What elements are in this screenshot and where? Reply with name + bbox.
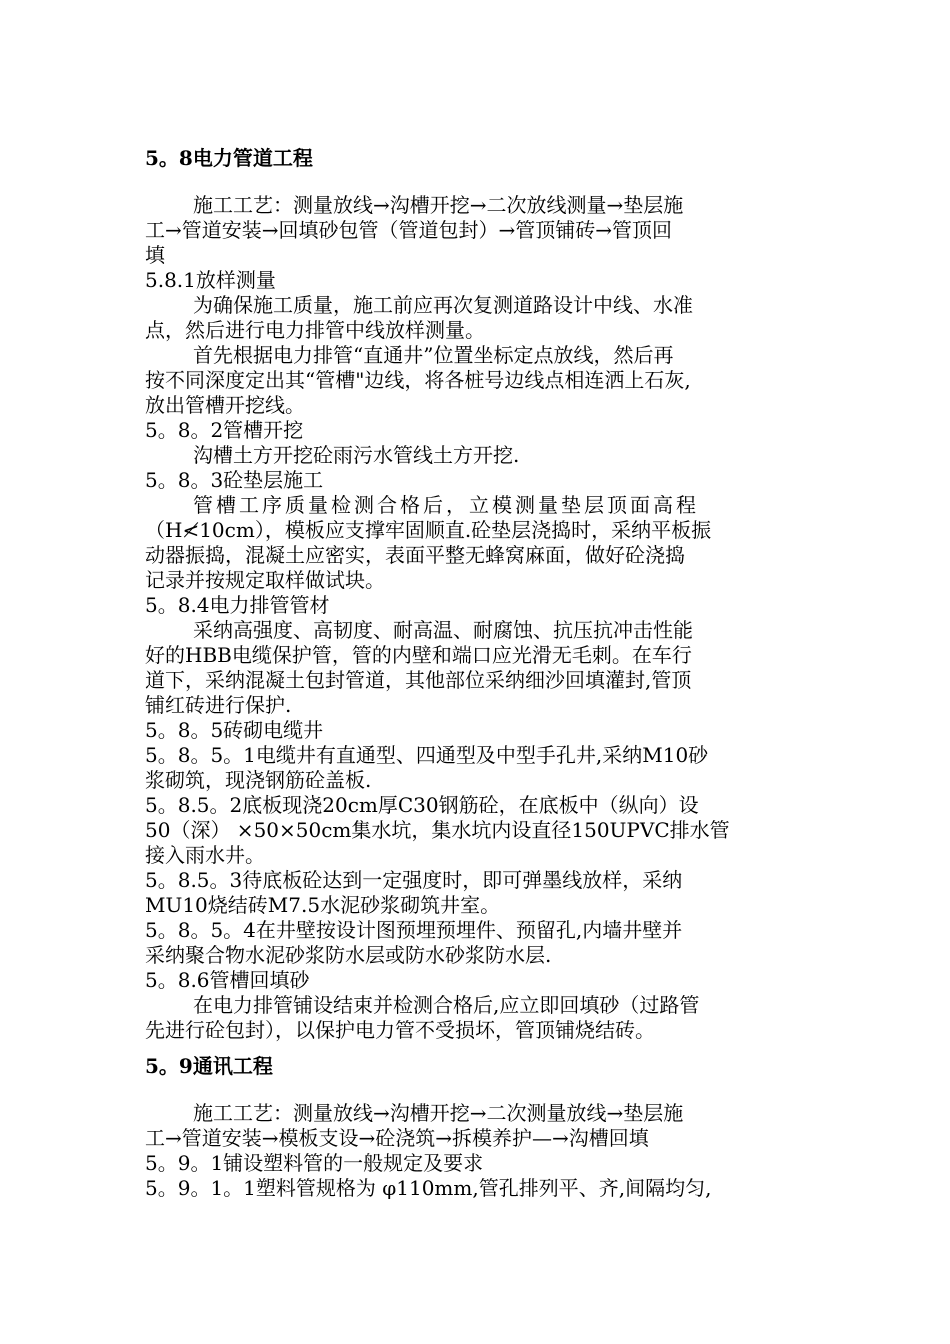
- paragraph-line: 铺红砖进行保护.: [145, 693, 292, 717]
- paragraph-line: 道下，采纳混凝土包封管道，其他部位采纳细沙回填灌封,管顶: [145, 668, 692, 692]
- paragraph-line: 放出管槽开挖线。: [145, 393, 305, 417]
- paragraph-line: 按不同深度定出其“管槽"边线，将各桩号边线点相连洒上石灰,: [145, 368, 691, 392]
- paragraph-line: 在电力排管铺设结束并检测合格后,应立即回填砂（过路管: [193, 993, 700, 1017]
- paragraph-line: 浆砌筑，现浇钢筋砼盖板.: [145, 768, 372, 792]
- paragraph-line: MU10烧结砖M7.5水泥砂浆砌筑井室。: [145, 893, 501, 917]
- paragraph-line: 采纳聚合物水泥砂浆防水层或防水砂浆防水层.: [145, 943, 552, 967]
- process-line: 工→管道安装→模板支设→砼浇筑→拆模养护—→沟槽回填: [145, 1126, 649, 1150]
- subsection-title-5-8-5: 5。8。5砖砌电缆井: [145, 718, 324, 742]
- paragraph-line: 管槽工序质量检测合格后，立模测量垫层顶面高程: [193, 493, 699, 517]
- paragraph-line: 为确保施工质量，施工前应再次复测道路设计中线、水准: [193, 293, 693, 317]
- subsection-title-5-8-4: 5。8.4电力排管管材: [145, 593, 330, 617]
- section-heading-5-9: 5。9通讯工程: [145, 1054, 273, 1078]
- paragraph-line: 50（深） ×50×50cm集水坑，集水坑内设直径150UPVC排水管: [145, 818, 730, 842]
- paragraph-line: 动器振捣，混凝土应密实，表面平整无蜂窝麻面，做好砼浇捣: [145, 543, 685, 567]
- paragraph-line: 5。8。5。1电缆井有直通型、四通型及中型手孔井,采纳M10砂: [145, 743, 709, 767]
- paragraph-line: 首先根据电力排管“直通井”位置坐标定点放线，然后再: [193, 343, 674, 367]
- paragraph-line: （H≮10cm），模板应支撑牢固顺直.砼垫层浇捣时，采纳平板振: [145, 518, 712, 542]
- process-line: 填: [145, 243, 165, 267]
- process-line: 工→管道安装→回填砂包管（管道包封）→管顶铺砖→管顶回: [145, 218, 673, 242]
- subsection-title-5-8-3: 5。8。3砼垫层施工: [145, 468, 324, 492]
- paragraph-line: 接入雨水井。: [145, 843, 265, 867]
- paragraph-line: 5。8.5。2底板现浇20cm厚C30钢筋砼，在底板中（纵向）设: [145, 793, 699, 817]
- paragraph-line: 记录并按规定取样做试块。: [145, 568, 385, 592]
- paragraph-line: 先进行砼包封），以保护电力管不受损坏，管顶铺烧结砖。: [145, 1018, 655, 1042]
- subsection-title-5-8-6: 5。8.6管槽回填砂: [145, 968, 310, 992]
- process-line: 施工工艺：测量放线→沟槽开挖→二次放线测量→垫层施: [193, 193, 684, 217]
- paragraph-line: 沟槽土方开挖砼雨污水管线土方开挖.: [193, 443, 520, 467]
- paragraph-line: 5。8。5。4在井壁按设计图预埋预埋件、预留孔,内墙井壁并: [145, 918, 683, 942]
- subsection-title-5-8-1: 5.8.1放样测量: [145, 268, 276, 292]
- paragraph-line: 5。9。1。1塑料管规格为 φ110mm,管孔排列平、齐,间隔均匀,: [145, 1176, 712, 1200]
- section-heading-5-8: 5。8电力管道工程: [145, 146, 313, 170]
- paragraph-line: 点，然后进行电力排管中线放样测量。: [145, 318, 485, 342]
- paragraph-line: 5。8.5。3待底板砼达到一定强度时，即可弹墨线放样，采纳: [145, 868, 683, 892]
- paragraph-line: 采纳高强度、高韧度、耐高温、耐腐蚀、抗压抗冲击性能: [193, 618, 693, 642]
- subsection-title-5-8-2: 5。8。2管槽开挖: [145, 418, 304, 442]
- subsection-title-5-9-1: 5。9。1铺设塑料管的一般规定及要求: [145, 1151, 484, 1175]
- process-line: 施工工艺：测量放线→沟槽开挖→二次测量放线→垫层施: [193, 1101, 684, 1125]
- paragraph-line: 好的HBB电缆保护管，管的内壁和端口应光滑无毛刺。在车行: [145, 643, 692, 667]
